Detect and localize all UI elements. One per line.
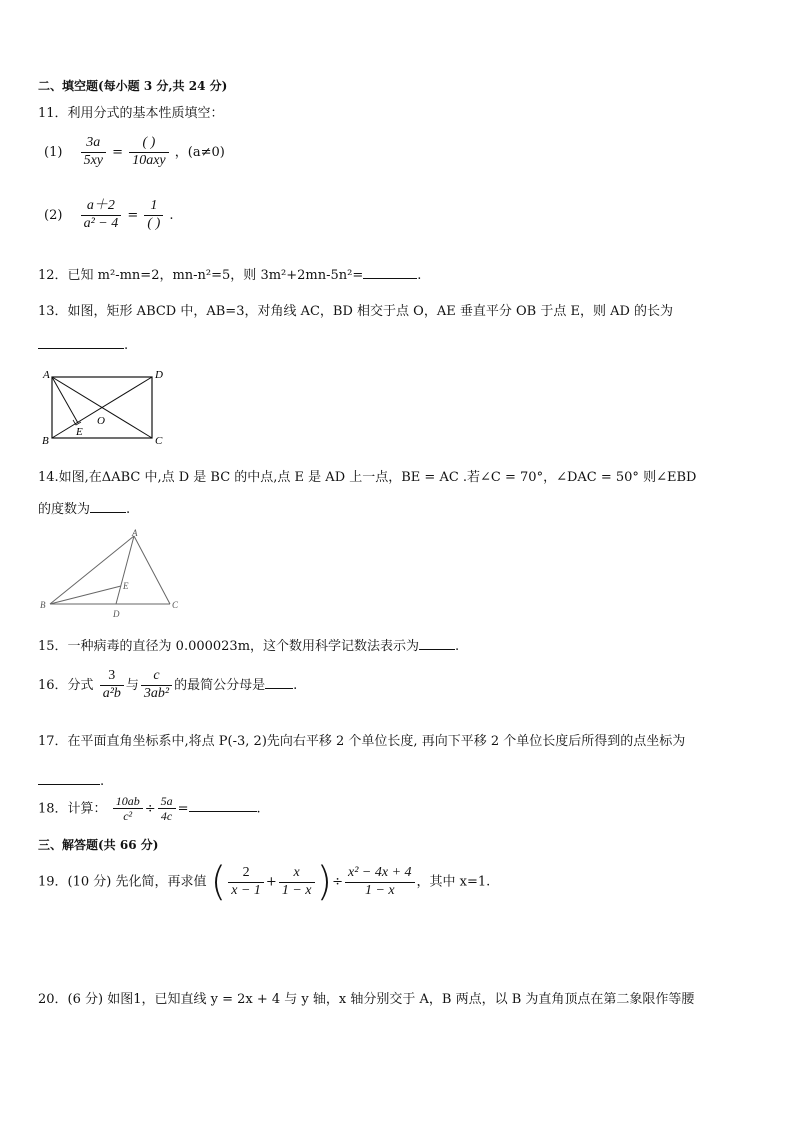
- question-13-text: 13．如图，矩形 ABCD 中，AB=3，对角线 AC，BD 相交于点 O，AE 垂直平分 OB 于点 E，则 AD 的长为: [38, 304, 674, 319]
- question-19-suffix: ，其中 x=1.: [416, 874, 491, 890]
- question-14-line-2: [38, 500, 130, 518]
- question-11-part-2: [44, 198, 174, 233]
- question-15-text: 15．一种病毒的直径为 0.000023m，这个数用科学记数法表示为: [38, 639, 420, 654]
- right-paren: ): [316, 859, 333, 905]
- fraction: [81, 198, 122, 233]
- divide-sign: ÷: [144, 801, 156, 817]
- label-a: A: [43, 369, 50, 381]
- question-16-suffix: 的最简公分母是: [174, 677, 266, 693]
- fraction-1: [113, 794, 143, 824]
- segment-ac: [134, 536, 170, 604]
- denominator: 3ab²: [143, 685, 170, 701]
- period: .: [100, 774, 105, 789]
- fraction: [144, 198, 163, 233]
- rectangle-figure: [36, 366, 166, 448]
- fraction: [81, 135, 106, 170]
- question-14-text: 14.如图,在ΔABC 中,点 D 是 BC 的中点,点 E 是 AD 上一点，BE = AC .若∠C = 70°，∠DAC = 50° 则∠EBD: [38, 470, 697, 485]
- answer-blank: [38, 336, 124, 349]
- question-17-answer: [38, 772, 104, 790]
- denominator: 5xy: [83, 152, 103, 168]
- question-19: [38, 859, 491, 905]
- denominator: 1 − x: [364, 882, 395, 898]
- question-13-answer: [38, 336, 128, 354]
- period: .: [293, 677, 298, 693]
- fraction-2: [279, 865, 315, 900]
- numerator: x: [279, 865, 315, 883]
- denominator: a² − 4: [83, 215, 119, 231]
- question-12-text: 12．已知 m²-mn=2，mn-n²=5，则 3m²+2mn-5n²=: [38, 268, 364, 283]
- question-16-prefix: 16．分式: [38, 677, 94, 693]
- triangle-figure: [36, 526, 186, 620]
- period: .: [256, 801, 261, 817]
- plus-sign: +: [265, 874, 277, 890]
- label-o: O: [97, 415, 105, 427]
- part-index: (1): [44, 144, 63, 160]
- numerator: 2: [228, 865, 264, 883]
- numerator: ( ): [129, 135, 168, 153]
- equals-sign: =: [177, 801, 189, 817]
- numerator: 1: [144, 198, 163, 216]
- connector: 与: [125, 677, 139, 693]
- label-d: D: [155, 369, 163, 381]
- part-index: (2): [44, 207, 63, 223]
- segment-ad: [116, 536, 134, 604]
- period: .: [126, 502, 131, 517]
- denominator: c²: [123, 809, 133, 824]
- denominator: a²b: [102, 685, 121, 701]
- fraction-1: [228, 865, 264, 900]
- answer-blank: [265, 676, 293, 689]
- denominator: 10axy: [132, 152, 166, 168]
- numerator: 3: [100, 668, 124, 686]
- numerator: 3a: [81, 135, 106, 153]
- label-b: B: [40, 600, 46, 610]
- period: .: [417, 268, 422, 283]
- divide-sign: ÷: [332, 874, 344, 890]
- equals-sign: =: [127, 207, 139, 223]
- condition-text: ，(a≠0): [174, 144, 225, 160]
- question-19-prefix: 19．(10 分) 先化简，再求值: [38, 874, 207, 890]
- question-15: [38, 637, 459, 655]
- period: .: [124, 338, 129, 353]
- question-16: [38, 668, 297, 703]
- answer-blank: [90, 500, 126, 513]
- denominator: 1 − x: [281, 882, 312, 898]
- answer-blank: [363, 266, 417, 279]
- numerator: c: [141, 668, 172, 686]
- answer-blank: [189, 799, 257, 812]
- period: .: [169, 207, 174, 223]
- label-c: C: [172, 600, 179, 610]
- fraction-2: [141, 668, 172, 703]
- section-title-fill-in: 二、填空题(每小题 3 分,共 24 分): [38, 79, 228, 93]
- denominator: ( ): [147, 215, 161, 231]
- question-17-text: 17．在平面直角坐标系中,将点 P(-3, 2)先向右平移 2 个单位长度, 再向下平移 2 个单位长度后所得到的点坐标为: [38, 734, 686, 749]
- equals-sign: =: [112, 144, 124, 160]
- fraction: [129, 135, 168, 170]
- fraction-3: [345, 865, 415, 900]
- section-title-solutions: 三、解答题(共 66 分): [38, 838, 159, 852]
- numerator: 10ab: [113, 794, 143, 809]
- segment-ae: [52, 377, 78, 423]
- numerator: a＋2: [81, 198, 122, 216]
- fraction-1: [100, 668, 124, 703]
- question-11-text: 11．利用分式的基本性质填空：: [38, 106, 224, 121]
- numerator: x² − 4x + 4: [345, 865, 415, 883]
- left-paren: (: [210, 859, 227, 905]
- question-12: [38, 266, 421, 284]
- label-e: E: [76, 426, 83, 438]
- label-d: D: [113, 609, 120, 619]
- question-18-prefix: 18．计算：: [38, 801, 107, 817]
- question-18: [38, 794, 261, 824]
- question-20-text: 20．(6 分) 如图1，已知直线 y = 2x + 4 与 y 轴，x 轴分别交于 A，B 两点，以 B 为直角顶点在第二象限作等腰: [38, 992, 695, 1007]
- denominator: 4c: [160, 809, 173, 824]
- label-b: B: [42, 435, 49, 447]
- numerator: 5a: [158, 794, 176, 809]
- answer-blank: [38, 772, 100, 785]
- period: .: [455, 639, 460, 654]
- label-a: A: [132, 528, 138, 538]
- question-11-part-1: [44, 135, 225, 170]
- answer-blank: [419, 637, 455, 650]
- denominator: x − 1: [231, 882, 261, 898]
- fraction-2: [158, 794, 176, 824]
- question-14-text-2: 的度数为: [38, 502, 91, 517]
- label-c: C: [155, 435, 163, 447]
- label-e: E: [123, 581, 129, 591]
